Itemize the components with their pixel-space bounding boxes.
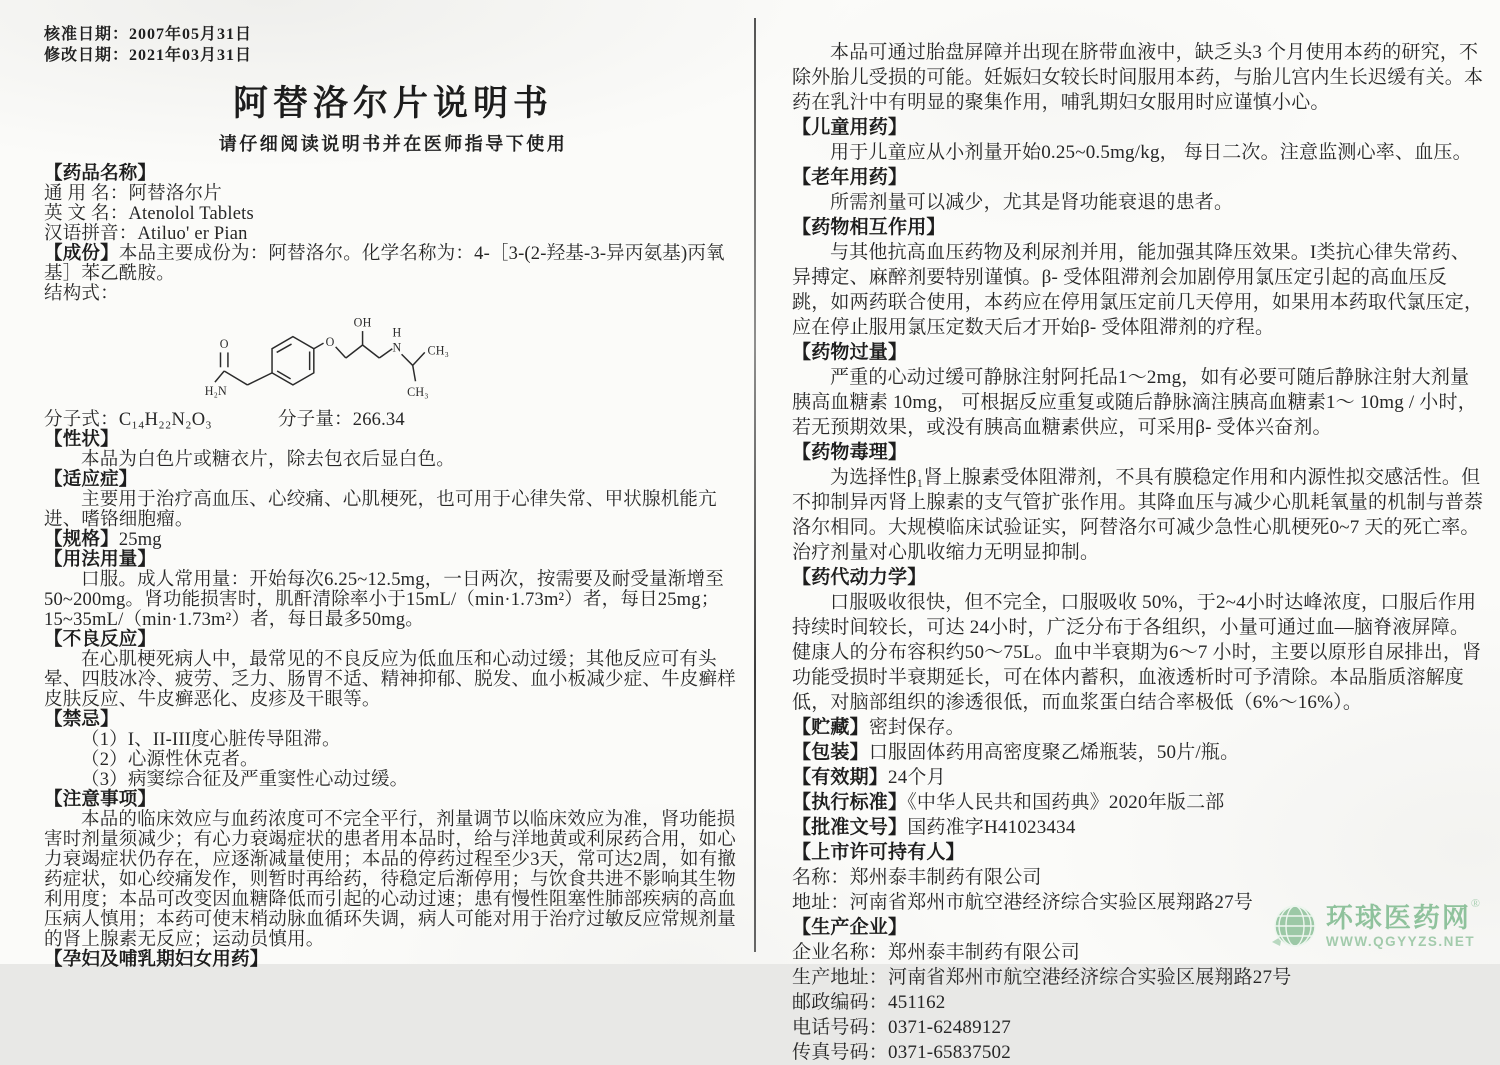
validity-text: 24个月 xyxy=(888,767,946,788)
atom-h: H xyxy=(392,325,402,340)
section-standard-header: 【执行标准】 xyxy=(792,792,908,813)
composition-paragraph xyxy=(44,244,742,284)
geriatric-text: 所需剂量可以减少，尤其是肾功能衰退的患者。 xyxy=(830,192,1234,213)
approval-date-value: 2007年05月31日 xyxy=(129,26,253,43)
storage-line xyxy=(792,715,1484,740)
formula-line xyxy=(44,410,742,430)
section-interactions-header: 【药物相互作用】 xyxy=(792,217,946,238)
properties-text: 本品为白色片或糖衣片，除去包衣后显白色。 xyxy=(81,450,456,470)
molecular-weight-label: 分子量： xyxy=(277,410,353,430)
section-geriatric-header: 【老年用药】 xyxy=(792,167,908,188)
dosage-text: 口服。成人常用量：开始每次6.25~12.5mg，一日两次，按需要及耐受量渐增至50~200mg。肾功能损害时，肌酐清除率小于15mL/（min·1.73m²）者，每日25mg；15~35mL/（min·1.73m²）者，每日最多50mg。 xyxy=(44,570,724,630)
overdose-text: 严重的心动过缓可静脉注射阿托品1～2mg，如有必要可随后静脉注射大剂量胰高血糖素 10mg， 可根据反应重复或随后静脉滴注胰高血糖素1～ 10mg / 小时，若无预期效果，或没有胰高血糖素供应，可采用β- 受体兴奋剂。 xyxy=(792,367,1477,438)
section-overdose-header: 【药物过量】 xyxy=(792,342,908,363)
precautions-text: 本品的临床效应与血药浓度可不完全平行，剂量调节以临床效应为准，肾功能损害时剂量须减少；有心力衰竭症状的患者用本品时，给与洋地黄或利尿药合用，如心力衰竭症状仍存在，应逐渐减量使用；本品的停药过程至少3天，常可达2周，如有撤药症状，如心绞痛发作，则暂时再给药，待稳定后渐停用；与饮食共进不影响其生物利用度；本品可改变因血糖降低而引起的心动过速；患有慢性阻塞性肺部疾病的高血压病人慎用；本药可使末梢动脉血循环失调，病人可能对用于治疗过敏反应常规剂量的肾上腺素无反应；运动员慎用。 xyxy=(44,810,737,950)
pharmacokinetics-text: 口服吸收很快，但不完全，口服吸收 50%，于2~4小时达峰浓度，口服后作用持续时间较长，可达 24小时，广泛分布于各组织，小量可通过血—脑脊液屏障。健康人的分布容积约50～75L。血中半衰期为6～7 小时，主要以原形自尿排出，肾功能受损时半衰期延长，可在体内蓄积，血液透析时可予清除。本品脂质溶解度低，对脑部组织的渗透很低，而血浆蛋白结合率极低（6%～16%）。 xyxy=(792,592,1482,713)
molecular-formula-label: 分子式： xyxy=(44,410,119,430)
adverse-text: 在心肌梗死病人中，最常见的不良反应为低血压和心动过缓；其他反应可有头晕、四肢冰冷、疲劳、乏力、肠胃不适、精神抑郁、脱发、血小板减少症、牛皮癣样皮肤反应、牛皮癣恶化、皮疹及干眼等。 xyxy=(44,650,736,710)
atom-n: N xyxy=(392,340,402,355)
section-indications-header: 【适应症】 xyxy=(44,470,138,490)
atom-h2n: H₂N xyxy=(204,384,227,399)
atom-o-ether: O xyxy=(325,334,335,349)
structure-label: 结构式： xyxy=(44,284,119,304)
section-pregnancy-header: 【孕妇及哺乳期妇女用药】 xyxy=(44,950,269,970)
page-title: 阿替洛尔片说明书 xyxy=(232,84,553,123)
atom-labels xyxy=(205,315,449,399)
manufacturer-phone-line: 电话号码：0371-62489127 xyxy=(792,1017,1011,1038)
packaging-text: 口服固体药用高密度聚乙烯瓶装，50片/瓶。 xyxy=(868,742,1240,763)
section-adverse-header: 【不良反应】 xyxy=(44,630,157,650)
atom-oh: OH xyxy=(353,315,372,330)
contraindication-item: （3）病窦综合征及严重窦性心动过缓。 xyxy=(81,770,409,790)
manufacturer-postcode-line: 邮政编码：451162 xyxy=(792,992,946,1013)
approval-date-label: 核准日期： xyxy=(44,26,130,43)
strength-text: 25mg xyxy=(118,530,162,550)
contraindication-item: （1）I、II-III度心脏传导阻滞。 xyxy=(81,730,341,750)
date-block xyxy=(44,24,742,66)
standard-text: 《中华人民共和国药典》2020年版二部 xyxy=(907,792,1225,813)
manufacturer-fax-line: 传真号码：0371-65837502 xyxy=(792,1042,1011,1063)
interactions-text: 与其他抗高血压药物及利尿剂并用，能加强其降压效果。I类抗心律失常药、异搏定、麻醉剂要特别谨慎。β- 受体阻滞剂会加剧停用氯压定引起的高血压反跳，如两药联合使用，本药应在停用氯压定前几天停用，如果用本药取代氯压定，应在停止服用氯压定数天后才开始β- 受体阻滞剂的疗程。 xyxy=(792,242,1484,338)
revision-date-line xyxy=(44,45,742,66)
validity-line xyxy=(792,765,1484,790)
section-contraindications-header: 【禁忌】 xyxy=(44,710,119,730)
molecular-weight-value: 266.34 xyxy=(352,410,405,430)
atom-o-carbonyl: O xyxy=(219,336,229,351)
structure-area xyxy=(194,306,742,410)
section-strength-header: 【规格】 xyxy=(44,530,119,550)
manufacturer-address-line: 生产地址：河南省郑州市航空港经济综合实验区展翔路27号 xyxy=(792,967,1292,988)
registered-trademark-mark: ® xyxy=(1470,896,1480,911)
section-holder-header: 【上市许可持有人】 xyxy=(792,842,965,863)
column-divider-line xyxy=(754,18,756,952)
storage-text: 密封保存。 xyxy=(868,717,965,738)
standard-line xyxy=(792,790,1484,815)
pregnancy-text: 本品可通过胎盘屏障并出现在脐带血液中，缺乏头3 个月使用本药的研究，不除外胎儿受损的可能。妊娠妇女较长时间服用本药，与胎儿宫内生长迟缓有关。本药在乳汁中有明显的聚集作用，哺乳期妇女服用时应谨慎小心。 xyxy=(792,42,1484,113)
indications-text: 主要用于治疗高血压、心绞痛、心肌梗死，也可用于心律失常、甲状腺机能亢进、嗜铬细胞瘤。 xyxy=(44,490,717,530)
strength-line xyxy=(44,530,742,550)
section-precautions-header: 【注意事项】 xyxy=(44,790,157,810)
globe-icon xyxy=(1268,902,1318,952)
section-storage-header: 【贮藏】 xyxy=(792,717,869,738)
section-toxicology-header: 【药物毒理】 xyxy=(792,442,908,463)
atom-ch3-bottom: CH₃ xyxy=(407,385,429,400)
holder-name-line: 名称：郑州泰丰制药有限公司 xyxy=(792,867,1042,888)
section-packaging-header: 【包装】 xyxy=(792,742,869,763)
generic-name-line: 通 用 名：阿替洛尔片 xyxy=(44,184,222,204)
section-manufacturer-header: 【生产企业】 xyxy=(792,917,908,938)
contraindication-item: （2）心源性休克者。 xyxy=(81,750,259,770)
watermark-site-name: 环球医药网 xyxy=(1325,903,1471,934)
section-pharmacokinetics-header: 【药代动力学】 xyxy=(792,567,927,588)
section-composition-header: 【成份】 xyxy=(44,244,119,264)
manufacturer-name-line: 企业名称：郑州泰丰制药有限公司 xyxy=(792,942,1081,963)
section-pediatric-header: 【儿童用药】 xyxy=(792,117,908,138)
approval-number-line xyxy=(792,815,1484,840)
section-approval-number-header: 【批准文号】 xyxy=(792,817,908,838)
revision-date-label: 修改日期： xyxy=(44,47,130,64)
left-body xyxy=(44,164,742,970)
watermark-site-url: WWW.QGYYZS.NET xyxy=(1325,934,1476,950)
revision-date-value: 2021年03月31日 xyxy=(129,47,253,64)
section-validity-header: 【有效期】 xyxy=(792,767,889,788)
pediatric-text: 用于儿童应从小剂量开始0.25~0.5mg/kg， 每日二次。注意监测心率、血压。 xyxy=(830,142,1472,163)
pinyin-name-line: 汉语拼音：Atiluo' er Pian xyxy=(44,224,248,244)
page-subtitle: 请仔细阅读说明书并在医师指导下使用 xyxy=(218,134,568,154)
molecular-formula-value: C₁₄H₂₂N₂O₃ xyxy=(118,410,212,430)
english-name-line: 英 文 名：Atenolol Tablets xyxy=(44,204,254,224)
site-watermark xyxy=(1268,896,1480,952)
approval-date-line xyxy=(44,24,742,45)
packaging-line xyxy=(792,740,1484,765)
section-dosage-header: 【用法用量】 xyxy=(44,550,157,570)
watermark-text-block xyxy=(1325,896,1480,950)
section-drug-name-header: 【药品名称】 xyxy=(44,164,157,184)
approval-number-text: 国药准字H41023434 xyxy=(907,817,1076,838)
atom-ch3-top: CH₃ xyxy=(427,343,450,358)
left-column xyxy=(44,24,742,970)
holder-address-line: 地址：河南省郑州市航空港经济综合实验区展翔路27号 xyxy=(792,892,1254,913)
toxicology-text: 为选择性β₁肾上腺素受体阻滞剂，不具有膜稳定作用和内源性拟交感活性。但不抑制异丙肾上腺素的支气管扩张作用。其降血压与减少心肌耗氧量的机制与普萘洛尔相同。大规模临床试验证实，阿替洛尔可减少急性心肌梗死0~7 天的死亡率。治疗剂量对心肌收缩力无明显抑制。 xyxy=(792,467,1484,563)
composition-text: 本品主要成份为：阿替洛尔。化学名称为：4-［3-(2-羟基-3-异丙氨基)丙氧基］苯乙酰胺。 xyxy=(44,244,725,284)
section-properties-header: 【性状】 xyxy=(44,430,119,450)
chemical-structure-diagram xyxy=(194,306,494,410)
